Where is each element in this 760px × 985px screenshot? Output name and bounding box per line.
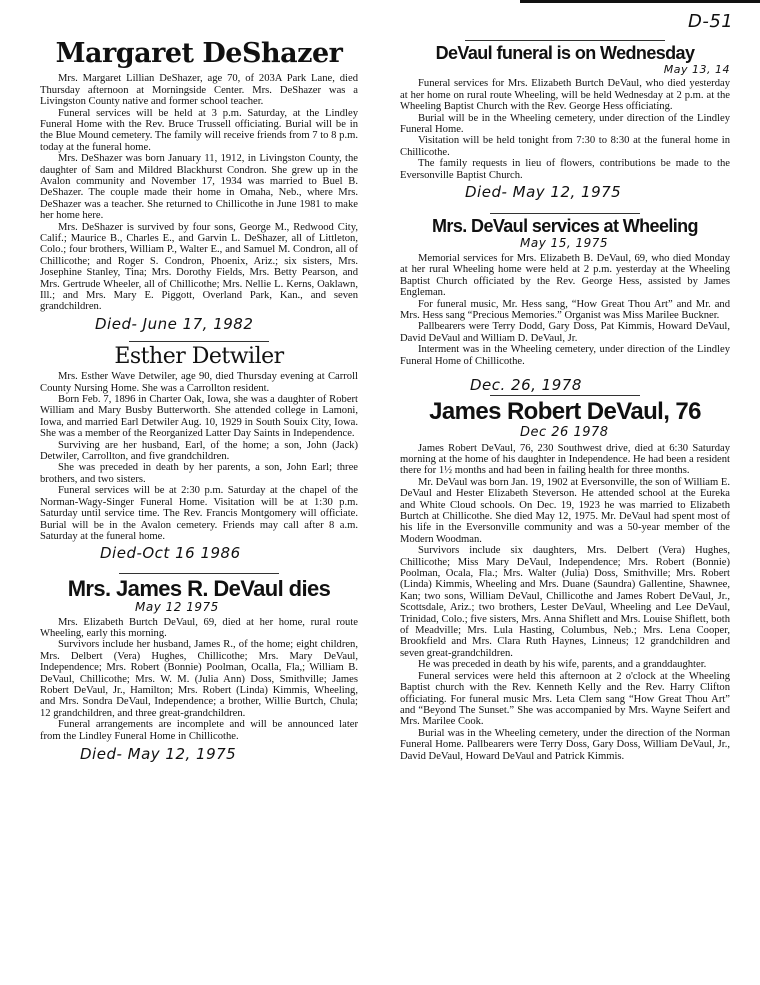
paragraph: She was preceded in death by her parents, a son, John Earl; three brothers, and two sisters. xyxy=(40,462,358,485)
obituary-body xyxy=(40,371,358,542)
obituary-deshazer xyxy=(40,40,358,333)
headline: James Robert DeVaul, 76 xyxy=(429,398,701,426)
paragraph: Visitation will be held tonight from 7:30 to 8:30 at the funeral home in Chillicothe. xyxy=(400,135,730,158)
headline: DeVaul funeral is on Wednesday xyxy=(435,43,695,63)
obituary-body xyxy=(400,443,730,762)
paragraph: Mrs. Esther Wave Detwiler, age 90, died Thursday evening at Carroll County Nursing Home. She was a Carrollton resident. xyxy=(40,371,358,394)
paragraph: Born Feb. 7, 1896 in Charter Oak, Iowa, she was a daughter of Robert William and Mary Busby Butterworth. She attended college in Lamoni, Iowa, and married Earl Detwiler Aug. 10, 1929 in South Souix City, Iowa. She was a member of the Reorganized Latter Day Saints in Independence. xyxy=(40,394,358,440)
left-column xyxy=(40,40,358,763)
paragraph: Mrs. Elizabeth Burtch DeVaul, 69, died at her home, rural route Wheeling, early this morning. xyxy=(40,616,358,639)
paragraph: Memorial services for Mrs. Elizabeth B. DeVaul, 69, who died Monday at her rural Wheeling home were held at 2 p.m. yesterday at the Wheeling Baptist Church officiated by the Rev. George Hess, assisted by James Engleman. xyxy=(400,252,730,299)
headline-rule xyxy=(490,213,640,214)
obituary-body xyxy=(400,253,730,367)
obituary-body xyxy=(40,617,358,742)
headline: Esther Detwiler xyxy=(114,344,284,370)
handwritten-death-date: Died-Oct 16 1986 xyxy=(100,544,241,563)
headline-rule xyxy=(490,395,640,396)
paragraph: Funeral services will be at 2:30 p.m. Saturday at the chapel of the Norman-Wagy-Singer Funeral Home. Visitation will be at 1:30 p.m. Saturday until service time. The Rev. Francis Montgomery will officiate. Burial will be in the Avalon cemetery. Friends may call after 8 a.m. Saturday at the funeral home. xyxy=(40,485,358,542)
top-border-rule xyxy=(520,0,760,3)
handwritten-death-date: Died- June 17, 1982 xyxy=(95,314,254,333)
headline-rule xyxy=(465,40,665,41)
paragraph: Mrs. DeShazer is survived by four sons, George M., Redwood City, Calif.; Maurice B., Charles E., and Garvin L. DeShazer, all of Littleton, Colo.; four brothers, William P., Walter E., and Samuel M. Condron, all of Chillicothe; and Roger S. Condron, Phoenix, Ariz.; six sisters, Mrs. Josephine Stanley, Tina; Mrs. Dorothy Fields, Mrs. Betty Pearson, and Mrs. Gertrude Wheeler, all of Chillicothe; Mrs. Nellie L. Kerns, Oaklawn, Ill.; and Mrs. Mary E. Piggott, Overland Park, Kan., and seven grandchildren. xyxy=(40,221,358,313)
paragraph: Survivors include her husband, James R., of the home; eight children, Mrs. Delbert (Vera) Hughes, Chillicothe; Mrs. Mary DeVaul, Independence; Mrs. Robert (Bonnie) Poolman, Ocalla, Fla,; William B. DeVaul, Chillicothe; Mrs. W. M. (Julia Ann) Doss, Smithville; James Robert DeVaul, Jr., Hamilton; Mrs. Robert (Linda) Kimmis, Wheeling, and Mrs. Sondra DeVaul, Independence; a brother, Willie Burtch, Chula; 12 grandchildren, and three great-grandchildren. xyxy=(40,639,358,719)
headline: Mrs. DeVaul services at Wheeling xyxy=(432,216,698,237)
paragraph: Mr. DeVaul was born Jan. 19, 1902 at Eversonville, the son of William E. DeVaul and Hester Elizabeth Steverson. He attended school at the Eureka and White Cloud schools. On Dec. 19, 1923 he was married to Elizabeth Burtch at Chillicothe. She died May 12, 1975. Mr. DeVaul had spent most of his life in the Eversonville community and was a 50-year member of the Modern Woodman. xyxy=(400,476,730,545)
headline: Mrs. James R. DeVaul dies xyxy=(67,575,331,601)
handwritten-death-date: Died- May 12, 1975 xyxy=(80,745,237,764)
paragraph: Burial was in the Wheeling cemetery, under the direction of the Norman Funeral Home. Pallbearers were Terry Doss, Gary Doss, William DeVaul, Jr., David DeVaul, Howard DeVaul and Patrick Kimmis. xyxy=(400,727,730,762)
handwritten-date-overwrite: May 15, 1975 xyxy=(520,236,609,251)
obituary-body xyxy=(40,73,358,313)
obituary-james-robert-devaul xyxy=(400,377,730,762)
obituary-mrs-james-devaul xyxy=(40,573,358,764)
paragraph: He was preceded in death by his wife, parents, and a granddaughter. xyxy=(418,659,707,671)
paragraph: Pallbearers were Terry Dodd, Gary Doss, Pat Kimmis, Howard DeVaul, David DeVaul and William D. DeVaul, Jr. xyxy=(400,321,730,344)
paragraph: Interment was in the Wheeling cemetery, under direction of the Lindley Funeral Home of Chillicothe. xyxy=(400,344,730,367)
paragraph: Funeral arrangements are incomplete and will be announced later from the Lindley Funeral Home in Chillicothe. xyxy=(40,719,358,742)
handwritten-date-overwrite: May 13, 14 xyxy=(663,62,730,76)
headline-rule xyxy=(129,341,269,342)
handwritten-date-above: Dec. 26, 1978 xyxy=(470,376,582,394)
obituary-devaul-funeral xyxy=(400,40,730,201)
paragraph: Mrs. Margaret Lillian DeShazer, age 70, of 203A Park Lane, died Thursday afternoon at Morningside Center. Mrs. DeShazer was a Livingston County native and former school teacher. xyxy=(40,73,358,108)
obituary-devaul-services xyxy=(400,213,730,367)
paragraph: Funeral services will be held at 3 p.m. Saturday, at the Lindley Funeral Home with the Rev. Bruce Trussell officiating. Burial will be in the Blue Mound cemetery. The family will receive friends from 7 to 8 p.m. today at the funeral home. xyxy=(40,107,358,153)
paragraph: James Robert DeVaul, 76, 230 Southwest drive, died at 6:30 Saturday morning at the home of his daughter in Independence. He had been a resident there for 1½ months and had been in failing health for three months. xyxy=(400,442,730,477)
right-column xyxy=(400,40,730,762)
paragraph: Burial will be in the Wheeling cemetery, under direction of the Lindley Funeral Home. xyxy=(400,112,730,136)
obituary-detwiler xyxy=(40,341,358,562)
handwritten-death-date: Died- May 12, 1975 xyxy=(465,183,622,202)
paragraph: Survivors include six daughters, Mrs. Delbert (Vera) Hughes, Chillicothe; Miss Mary DeVaul, Independence; Mrs. Robert (Bonnie) Poolman, Ocala, Fla.; Mrs. Walter (Julia) Doss, Smithville; Mrs. Robert (Linda) Kimmis, Wheeling and Mrs. Duane (Saundra) Gallentine, Shawnee, Kan; two sons, William DeVaul, Chillicothe and James Robert DeVaul, Jr., Scottsdale, Ariz.; two brothers, Lester DeVaul, Wheeling and Lee DeVaul, Trinidad, Colo.; five sisters, Mrs. Anna Shiflett and Mrs. Louise Shiflett, both of Meadville; Mrs. Lula Hasting, Columbus, Neb.; Mrs. Lena Cooper, Brookfield and Mrs. Clara Ruth Haynes, Linneus; 12 grandchildren and seven great-grandchildren. xyxy=(400,545,730,659)
headline-rule xyxy=(119,573,279,574)
paragraph: Mrs. DeShazer was born January 11, 1912, in Livingston County, the daughter of Sam and Mildred Blackhurst Condron. She grew up in the Avalon community and November 17, 1934 was married to Buel B. DeShazer. The couple made their home in Omaha, Neb., where Mrs. DeShazer was a teacher. She returned to Chillicothe in June 1981 to make her home here. xyxy=(40,153,358,222)
headline: Margaret DeShazer xyxy=(55,38,343,69)
handwritten-date-overwrite: May 12 1975 xyxy=(135,599,219,614)
paragraph: For funeral music, Mr. Hess sang, “How Great Thou Art” and Mr. and Mrs. Hess sang “Precious Memories.” Organist was Miss Marilee Buckner. xyxy=(400,298,730,321)
handwritten-date-overwrite: Dec 26 1978 xyxy=(520,424,609,440)
paragraph: Funeral services for Mrs. Elizabeth Burtch DeVaul, who died yesterday at her home on rural route Wheeling, will be held Wednesday at 2 p.m. at the Wheeling Baptist Church with the Rev. George Hess officiating. xyxy=(400,78,730,113)
page-reference-handwritten: D-51 xyxy=(688,11,734,32)
obituary-body xyxy=(400,78,730,181)
paragraph: The family requests in lieu of flowers, contributions be made to the Eversonville Baptist Church. xyxy=(400,158,730,181)
paragraph: Surviving are her husband, Earl, of the home; a son, John (Jack) Detwiler, Carrollton, and five grandchildren. xyxy=(40,439,358,463)
paragraph: Funeral services were held this afternoon at 2 o'clock at the Wheeling Baptist church with the Rev. Kenneth Kelly and the Rev. Harry Clifton officiating. For funeral music Mrs. Leta Clem sang “How Great Thou Art” and “Beyond The Sunset.” She was accompanied by Mrs. Wayne Seifert and Mrs. Marilee Cook. xyxy=(400,670,730,728)
